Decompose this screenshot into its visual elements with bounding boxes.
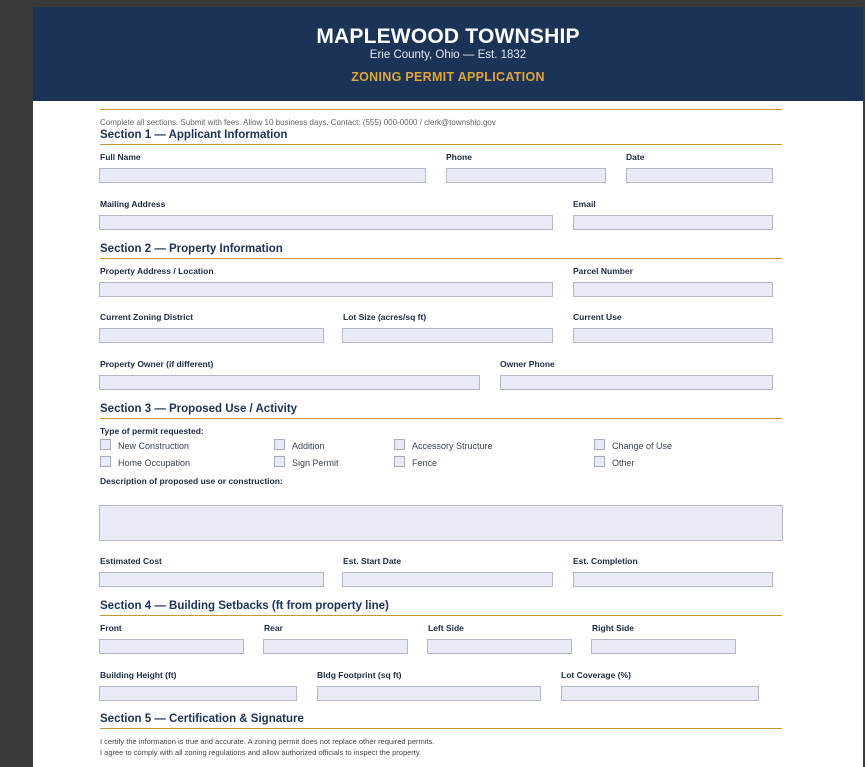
township-title: MAPLEWOOD TOWNSHIP [316, 25, 580, 48]
front-field[interactable] [99, 639, 244, 654]
right-side-label: Right Side [592, 623, 635, 633]
right-side-field[interactable] [591, 639, 736, 654]
date-field[interactable] [626, 168, 773, 183]
change-of-use-label: Change of Use [612, 441, 673, 451]
section-5-title: Section 5 — Certification & Signature [100, 713, 304, 725]
home-occupation-label: Home Occupation [118, 458, 191, 468]
lot-coverage-field[interactable] [561, 686, 759, 701]
parcel-number-label: Parcel Number [573, 266, 633, 276]
certification-text: I certify the information is true and accurate. A zoning permit does not replace other required permits. [100, 737, 435, 746]
permit-type-label: Type of permit requested: [100, 426, 204, 436]
divider [100, 615, 782, 616]
current-use-field[interactable] [573, 328, 773, 343]
current-zoning-field[interactable] [99, 328, 324, 343]
left-side-field[interactable] [427, 639, 572, 654]
description-label: Description of proposed use or construction: [100, 476, 283, 486]
form-title: ZONING PERMIT APPLICATION [351, 70, 545, 84]
property-address-label: Property Address / Location [100, 266, 214, 276]
divider [100, 418, 782, 419]
sign-permit-checkbox[interactable] [274, 456, 285, 467]
owner-phone-label: Owner Phone [500, 359, 555, 369]
email-label: Email [573, 199, 596, 209]
phone-field[interactable] [446, 168, 606, 183]
email-field[interactable] [573, 215, 773, 230]
full-name-field[interactable] [99, 168, 426, 183]
agreement-text: I agree to comply with all zoning regulations and allow authorized officials to inspect the property. [100, 748, 422, 757]
form-page [33, 7, 863, 767]
footprint-field[interactable] [317, 686, 541, 701]
accessory-structure-checkbox[interactable] [394, 439, 405, 450]
section-4-title: Section 4 — Building Setbacks (ft from property line) [100, 600, 389, 612]
home-occupation-checkbox[interactable] [100, 456, 111, 467]
divider [100, 144, 782, 145]
other-checkbox[interactable] [594, 456, 605, 467]
lot-coverage-label: Lot Coverage (%) [561, 670, 631, 680]
footprint-label: Bldg Footprint (sq ft) [317, 670, 402, 680]
parcel-number-field[interactable] [573, 282, 773, 297]
property-address-field[interactable] [99, 282, 553, 297]
start-date-field[interactable] [342, 572, 553, 587]
completion-field[interactable] [573, 572, 773, 587]
estimated-cost-label: Estimated Cost [100, 556, 162, 566]
sign-permit-label: Sign Permit [292, 458, 339, 468]
section-3-title: Section 3 — Proposed Use / Activity [100, 403, 298, 415]
rear-field[interactable] [263, 639, 408, 654]
current-zoning-label: Current Zoning District [100, 312, 194, 322]
instructions: Complete all sections. Submit with fees. Allow 10 business days. Contact: (555) 000-0000 / clerk@township.gov [100, 118, 496, 127]
mailing-address-label: Mailing Address [100, 199, 166, 209]
addition-label: Addition [292, 441, 325, 451]
property-owner-label: Property Owner (if different) [100, 359, 214, 369]
start-date-label: Est. Start Date [343, 556, 402, 566]
front-label: Front [100, 623, 122, 633]
current-use-label: Current Use [573, 312, 622, 322]
divider [100, 258, 782, 259]
new-construction-label: New Construction [118, 441, 190, 451]
building-height-field[interactable] [99, 686, 297, 701]
building-height-label: Building Height (ft) [100, 670, 177, 680]
owner-phone-field[interactable] [500, 375, 773, 390]
completion-label: Est. Completion [573, 556, 638, 566]
divider [100, 109, 782, 110]
fence-checkbox[interactable] [394, 456, 405, 467]
form-header [33, 7, 863, 101]
lot-size-field[interactable] [342, 328, 553, 343]
divider [100, 728, 782, 729]
section-1-title: Section 1 — Applicant Information [100, 129, 288, 141]
section-2-title: Section 2 — Property Information [100, 243, 283, 255]
rear-label: Rear [264, 623, 283, 633]
new-construction-checkbox[interactable] [100, 439, 111, 450]
change-of-use-checkbox[interactable] [594, 439, 605, 450]
property-owner-field[interactable] [99, 375, 480, 390]
phone-label: Phone [446, 152, 472, 162]
mailing-address-field[interactable] [99, 215, 553, 230]
addition-checkbox[interactable] [274, 439, 285, 450]
other-label: Other [612, 458, 635, 468]
accessory-structure-label: Accessory Structure [412, 441, 493, 451]
lot-size-label: Lot Size (acres/sq ft) [343, 312, 427, 322]
fence-label: Fence [412, 458, 438, 468]
date-label: Date [626, 152, 645, 162]
left-side-label: Left Side [428, 623, 464, 633]
description-field[interactable] [99, 505, 783, 541]
full-name-label: Full Name [100, 152, 141, 162]
township-subtitle: Erie County, Ohio — Est. 1832 [369, 49, 527, 61]
estimated-cost-field[interactable] [99, 572, 324, 587]
